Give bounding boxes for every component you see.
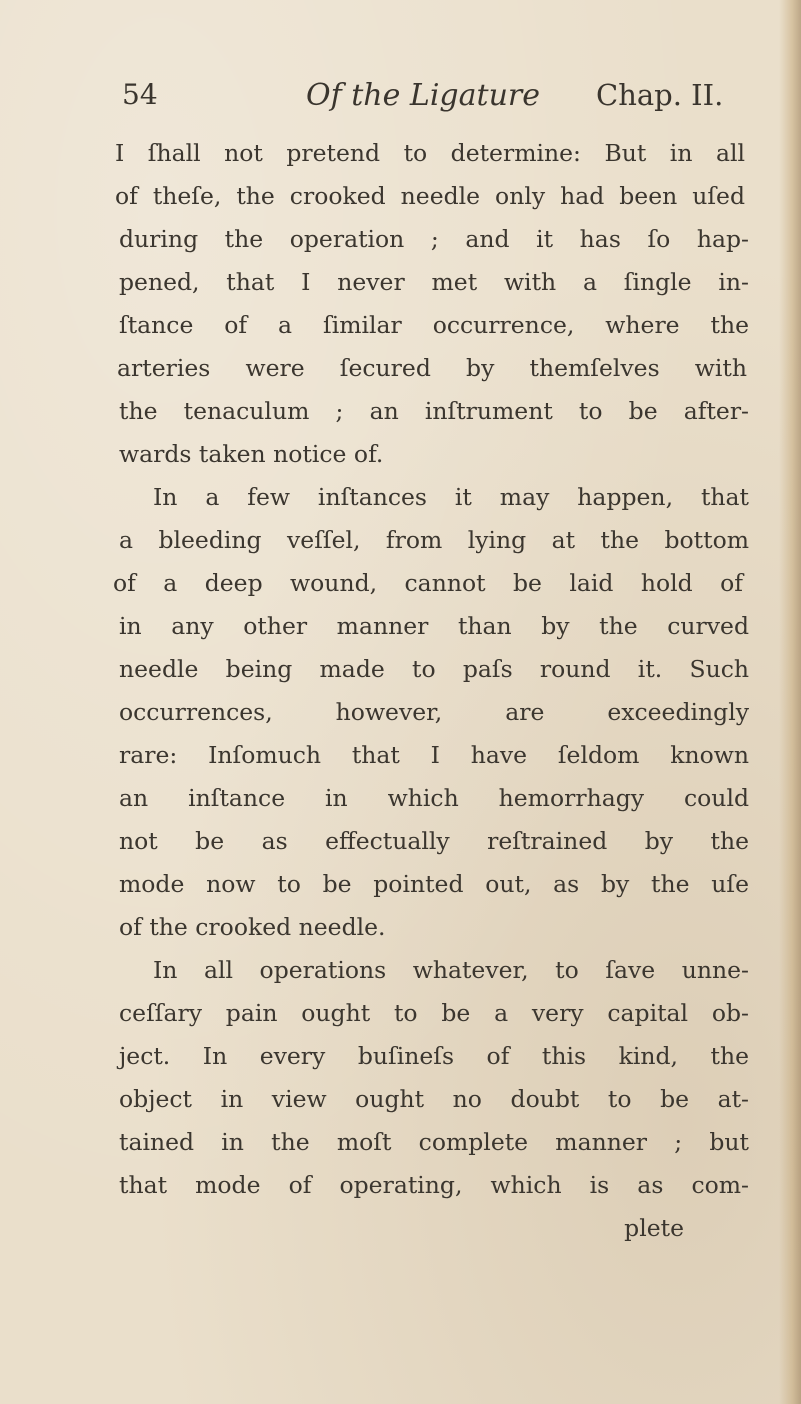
text-line: a bleeding veſſel, from lying at the bottom: [119, 526, 749, 554]
text-line: tained in the moſt complete manner ; but: [119, 1128, 749, 1156]
text-line: during the operation ; and it has ſo hap-: [119, 225, 749, 253]
running-title: Of the Ligature: [306, 78, 540, 113]
text-line: ject. In every buſineſs of this kind, the: [119, 1042, 749, 1070]
text-line: rare: Inſomuch that I have ſeldom known: [119, 741, 749, 769]
text-line: I ſhall not pretend to determine: But in all: [115, 139, 745, 167]
text-line: not be as effectually reſtrained by the: [119, 827, 749, 855]
text-line: needle being made to paſs round it. Such: [119, 655, 749, 683]
text-line: In a few inſtances it may happen, that: [153, 483, 749, 511]
text-line: an inſtance in which hemorrhagy could: [119, 784, 749, 812]
text-line: wards taken notice of.: [119, 440, 384, 468]
catchword: plete: [624, 1214, 684, 1242]
text-line: in any other manner than by the curved: [119, 612, 749, 640]
page-edge-shadow: [779, 0, 801, 1404]
text-line: pened, that I never met with a ſingle in-: [119, 268, 749, 296]
text-line: arteries were ſecured by themſelves with: [117, 354, 747, 382]
text-line: occurrences, however, are exceedingly: [119, 698, 749, 726]
page-number: 54: [122, 78, 158, 111]
text-line: of a deep wound, cannot be laid hold of: [113, 569, 743, 597]
text-line: the tenaculum ; an inſtrument to be after-: [119, 397, 749, 425]
text-line: mode now to be pointed out, as by the uſe: [119, 870, 749, 898]
text-line: object in view ought no doubt to be at-: [119, 1085, 749, 1113]
text-line: ſtance of a ſimilar occurrence, where the: [119, 311, 749, 339]
chapter-label: Chap. II.: [596, 78, 724, 112]
text-line: of theſe, the crooked needle only had been uſed: [115, 182, 745, 210]
text-line: In all operations whatever, to ſave unne-: [153, 956, 749, 984]
text-line: that mode of operating, which is as com-: [119, 1171, 749, 1199]
text-line: of the crooked needle.: [119, 913, 386, 941]
running-header: [0, 78, 801, 128]
text-line: ceſſary pain ought to be a very capital ob-: [119, 999, 749, 1027]
